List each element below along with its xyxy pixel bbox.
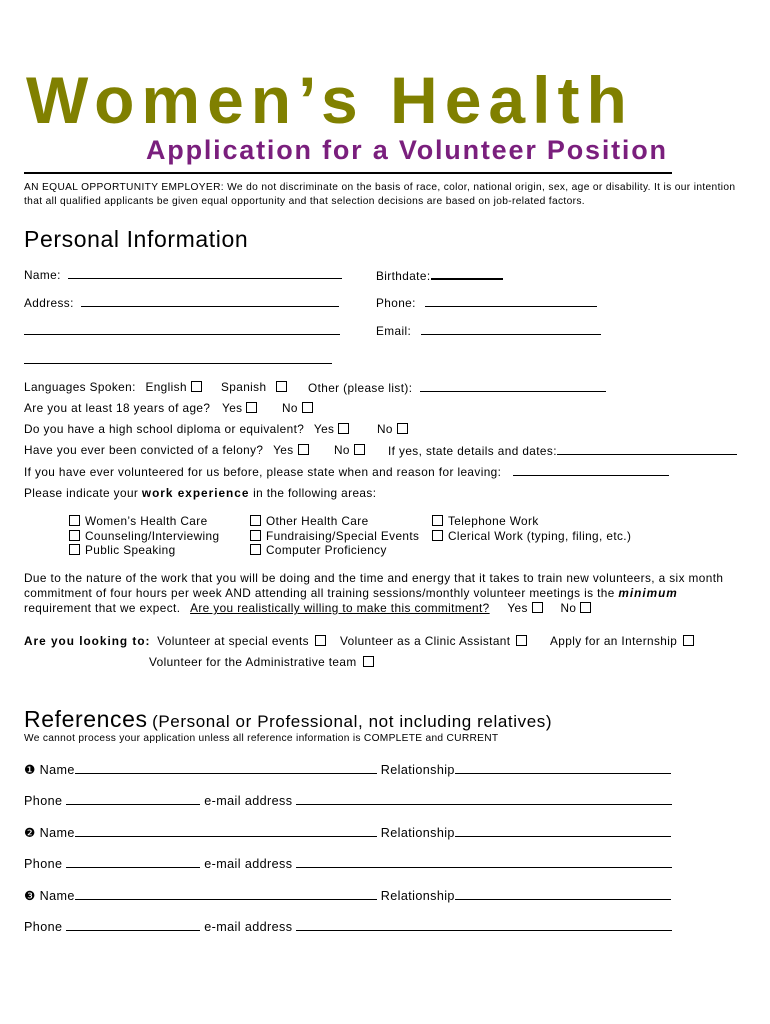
reference-name-label: Name bbox=[39, 889, 75, 903]
address-row bbox=[24, 295, 339, 311]
work-area-item bbox=[69, 543, 219, 558]
work-experience-text-end: in the following areas: bbox=[249, 486, 377, 500]
public-speaking-checkbox[interactable] bbox=[69, 544, 80, 555]
commitment-text-end: requirement that we expect. bbox=[24, 601, 181, 615]
birthdate-row bbox=[376, 267, 503, 284]
languages-row bbox=[24, 380, 202, 395]
phone-row bbox=[376, 295, 597, 311]
felony-question: Have you ever been convicted of a felony? bbox=[24, 443, 264, 457]
reference-relationship-label: Relationship bbox=[380, 826, 455, 840]
age-question-row bbox=[24, 401, 257, 416]
admin-team-label: Volunteer for the Administrative team bbox=[149, 655, 357, 669]
reference-2-email-field[interactable] bbox=[296, 856, 672, 868]
page-subtitle: Application for a Volunteer Position bbox=[146, 135, 668, 165]
reference-3-marker: ❸ bbox=[24, 889, 36, 903]
diploma-yes-label: Yes bbox=[313, 422, 335, 436]
other-language-label: Other (please list): bbox=[308, 381, 413, 395]
commitment-yes-checkbox[interactable] bbox=[532, 602, 543, 613]
admin-team-checkbox[interactable] bbox=[363, 656, 374, 667]
name-label: Name: bbox=[24, 268, 61, 282]
work-area-item bbox=[250, 529, 419, 544]
reference-3-relationship-field[interactable] bbox=[455, 888, 671, 900]
volunteered-before-field[interactable] bbox=[513, 464, 669, 476]
other-language-field[interactable] bbox=[420, 380, 606, 392]
other-language-option bbox=[308, 380, 606, 396]
name-row bbox=[24, 267, 342, 283]
felony-details-field[interactable] bbox=[557, 443, 737, 455]
title-divider bbox=[24, 172, 672, 174]
email-field[interactable] bbox=[421, 323, 601, 335]
internship-label: Apply for an Internship bbox=[550, 634, 678, 648]
references-heading-note: (Personal or Professional, not including relatives) bbox=[152, 712, 553, 731]
volunteered-before-question: If you have ever volunteered for us before, please state when and reason for leaving: bbox=[24, 465, 502, 479]
commitment-yes-label: Yes bbox=[507, 601, 528, 615]
work-area-label: Computer Proficiency bbox=[266, 543, 387, 557]
felony-yes-checkbox[interactable] bbox=[298, 444, 309, 455]
work-area-item bbox=[69, 529, 219, 544]
internship-option bbox=[550, 634, 694, 649]
commitment-emphasis: minimum bbox=[618, 586, 678, 600]
diploma-question-row bbox=[24, 422, 349, 437]
felony-no-checkbox[interactable] bbox=[354, 444, 365, 455]
felony-no-label: No bbox=[334, 443, 350, 457]
diploma-yes-checkbox[interactable] bbox=[338, 423, 349, 434]
work-area-item bbox=[69, 514, 219, 529]
reference-2-name-row bbox=[24, 825, 671, 840]
special-events-label: Volunteer at special events bbox=[157, 634, 309, 648]
counseling-checkbox[interactable] bbox=[69, 530, 80, 541]
reference-3-contact-row bbox=[24, 919, 672, 934]
reference-1-marker: ❶ bbox=[24, 763, 36, 777]
reference-name-label: Name bbox=[39, 763, 75, 777]
work-area-label: Other Health Care bbox=[266, 514, 369, 528]
email-label: Email: bbox=[376, 324, 412, 338]
reference-2-marker: ❷ bbox=[24, 826, 36, 840]
commitment-paragraph bbox=[24, 571, 744, 616]
commitment-no-checkbox[interactable] bbox=[580, 602, 591, 613]
references-heading-row bbox=[24, 705, 552, 733]
reference-3-name-row bbox=[24, 888, 671, 903]
internship-checkbox[interactable] bbox=[683, 635, 694, 646]
age-no-option bbox=[282, 401, 313, 416]
reference-phone-label: Phone bbox=[24, 920, 63, 934]
felony-details-label: If yes, state details and dates: bbox=[388, 444, 557, 458]
address-line-3 bbox=[24, 352, 332, 368]
phone-label: Phone: bbox=[376, 296, 416, 310]
reference-1-phone-field[interactable] bbox=[66, 793, 200, 805]
email-row bbox=[376, 323, 601, 339]
work-area-item bbox=[432, 529, 631, 544]
reference-2-name-field[interactable] bbox=[75, 825, 377, 837]
felony-question-row bbox=[24, 443, 309, 458]
diploma-no-label: No bbox=[377, 422, 393, 436]
age-no-checkbox[interactable] bbox=[302, 402, 313, 413]
work-area-item bbox=[250, 514, 419, 529]
reference-phone-label: Phone bbox=[24, 857, 63, 871]
reference-name-label: Name bbox=[39, 826, 75, 840]
commitment-question: Are you realistically willing to make this commitment? bbox=[190, 601, 490, 615]
name-field[interactable] bbox=[68, 267, 342, 279]
work-area-label: Public Speaking bbox=[85, 543, 176, 557]
reference-1-email-field[interactable] bbox=[296, 793, 672, 805]
felony-no-option bbox=[334, 443, 365, 458]
reference-email-label: e-mail address bbox=[204, 857, 293, 871]
reference-3-email-field[interactable] bbox=[296, 919, 672, 931]
english-checkbox[interactable] bbox=[191, 381, 202, 392]
telephone-work-checkbox[interactable] bbox=[432, 515, 443, 526]
diploma-no-option bbox=[377, 422, 408, 437]
looking-to-label: Are you looking to: bbox=[24, 634, 151, 648]
work-area-label: Fundraising/Special Events bbox=[266, 528, 420, 543]
birthdate-label: Birthdate: bbox=[376, 269, 431, 283]
equal-opportunity-statement: AN EQUAL OPPORTUNITY EMPLOYER: We do not discriminate on the basis of race, color, national origin, sex, age or disability. It is our intention that all qualified applicants be given equal opportunity and that selection decisions are based on job-related factors. bbox=[24, 182, 736, 207]
clinic-assistant-checkbox[interactable] bbox=[516, 635, 527, 646]
age-yes-label: Yes bbox=[222, 401, 243, 415]
work-area-column-3 bbox=[432, 514, 631, 543]
reference-2-relationship-field[interactable] bbox=[455, 825, 671, 837]
address-line-2 bbox=[24, 323, 340, 339]
phone-field[interactable] bbox=[425, 295, 597, 307]
commitment-text: Due to the nature of the work that you will be doing and the time and energy that it takes to train new volunteers, a six month commitment of four hours per week AND attending all training sessions/monthly volunteer meetings is the bbox=[24, 571, 724, 600]
spanish-option bbox=[221, 380, 287, 395]
reference-3-name-field[interactable] bbox=[75, 888, 377, 900]
work-area-label: Counseling/Interviewing bbox=[85, 528, 220, 543]
work-area-label: Women’s Health Care bbox=[85, 514, 208, 528]
reference-3-phone-field[interactable] bbox=[66, 919, 200, 931]
work-experience-emphasis: work experience bbox=[141, 486, 250, 500]
address-label: Address: bbox=[24, 296, 74, 310]
age-no-label: No bbox=[282, 401, 298, 415]
address-field-3[interactable] bbox=[24, 352, 332, 364]
felony-yes-label: Yes bbox=[273, 443, 294, 457]
page-title: Women’s Health bbox=[26, 63, 634, 137]
work-experience-text: Please indicate your bbox=[24, 486, 142, 500]
age-question: Are you at least 18 years of age? bbox=[24, 401, 211, 415]
reference-2-contact-row bbox=[24, 856, 672, 871]
clinic-assistant-label: Volunteer as a Clinic Assistant bbox=[340, 634, 511, 648]
special-events-checkbox[interactable] bbox=[315, 635, 326, 646]
fundraising-checkbox[interactable] bbox=[250, 530, 261, 541]
reference-2-phone-field[interactable] bbox=[66, 856, 200, 868]
reference-1-relationship-field[interactable] bbox=[455, 762, 671, 774]
admin-team-option bbox=[149, 655, 374, 670]
reference-phone-label: Phone bbox=[24, 794, 63, 808]
womens-health-care-checkbox[interactable] bbox=[69, 515, 80, 526]
work-area-column-1 bbox=[69, 514, 219, 558]
clerical-work-checkbox[interactable] bbox=[432, 530, 443, 541]
spanish-label: Spanish bbox=[221, 380, 267, 394]
looking-to-row bbox=[24, 634, 326, 649]
reference-relationship-label: Relationship bbox=[380, 889, 455, 903]
reference-email-label: e-mail address bbox=[204, 920, 293, 934]
computer-proficiency-checkbox[interactable] bbox=[250, 544, 261, 555]
address-field-2[interactable] bbox=[24, 323, 340, 335]
work-area-item bbox=[432, 514, 631, 529]
personal-info-heading: Personal Information bbox=[24, 226, 249, 252]
felony-details-row bbox=[388, 443, 737, 459]
references-heading: References bbox=[24, 706, 148, 732]
work-area-item bbox=[250, 543, 419, 558]
spanish-checkbox[interactable] bbox=[276, 381, 287, 392]
work-experience-prompt bbox=[24, 486, 376, 501]
reference-email-label: e-mail address bbox=[204, 794, 293, 808]
reference-1-contact-row bbox=[24, 793, 672, 808]
birthdate-field[interactable] bbox=[431, 267, 503, 280]
work-area-label: Telephone Work bbox=[448, 514, 539, 528]
work-area-column-2 bbox=[250, 514, 419, 558]
diploma-question: Do you have a high school diploma or equivalent? bbox=[24, 422, 305, 436]
volunteered-before-row bbox=[24, 464, 669, 480]
other-health-care-checkbox[interactable] bbox=[250, 515, 261, 526]
clinic-assistant-option bbox=[340, 634, 527, 649]
reference-1-name-row bbox=[24, 762, 671, 777]
work-area-label: Clerical Work (typing, filing, etc.) bbox=[448, 528, 632, 543]
commitment-no-label: No bbox=[560, 601, 577, 615]
age-yes-checkbox[interactable] bbox=[246, 402, 257, 413]
languages-label: Languages Spoken: bbox=[24, 380, 136, 394]
reference-1-name-field[interactable] bbox=[75, 762, 377, 774]
references-instruction: We cannot process your application unless all reference information is COMPLETE and CURRENT bbox=[24, 733, 499, 744]
reference-relationship-label: Relationship bbox=[380, 763, 455, 777]
address-field[interactable] bbox=[81, 295, 339, 307]
english-label: English bbox=[145, 380, 187, 394]
diploma-no-checkbox[interactable] bbox=[397, 423, 408, 434]
